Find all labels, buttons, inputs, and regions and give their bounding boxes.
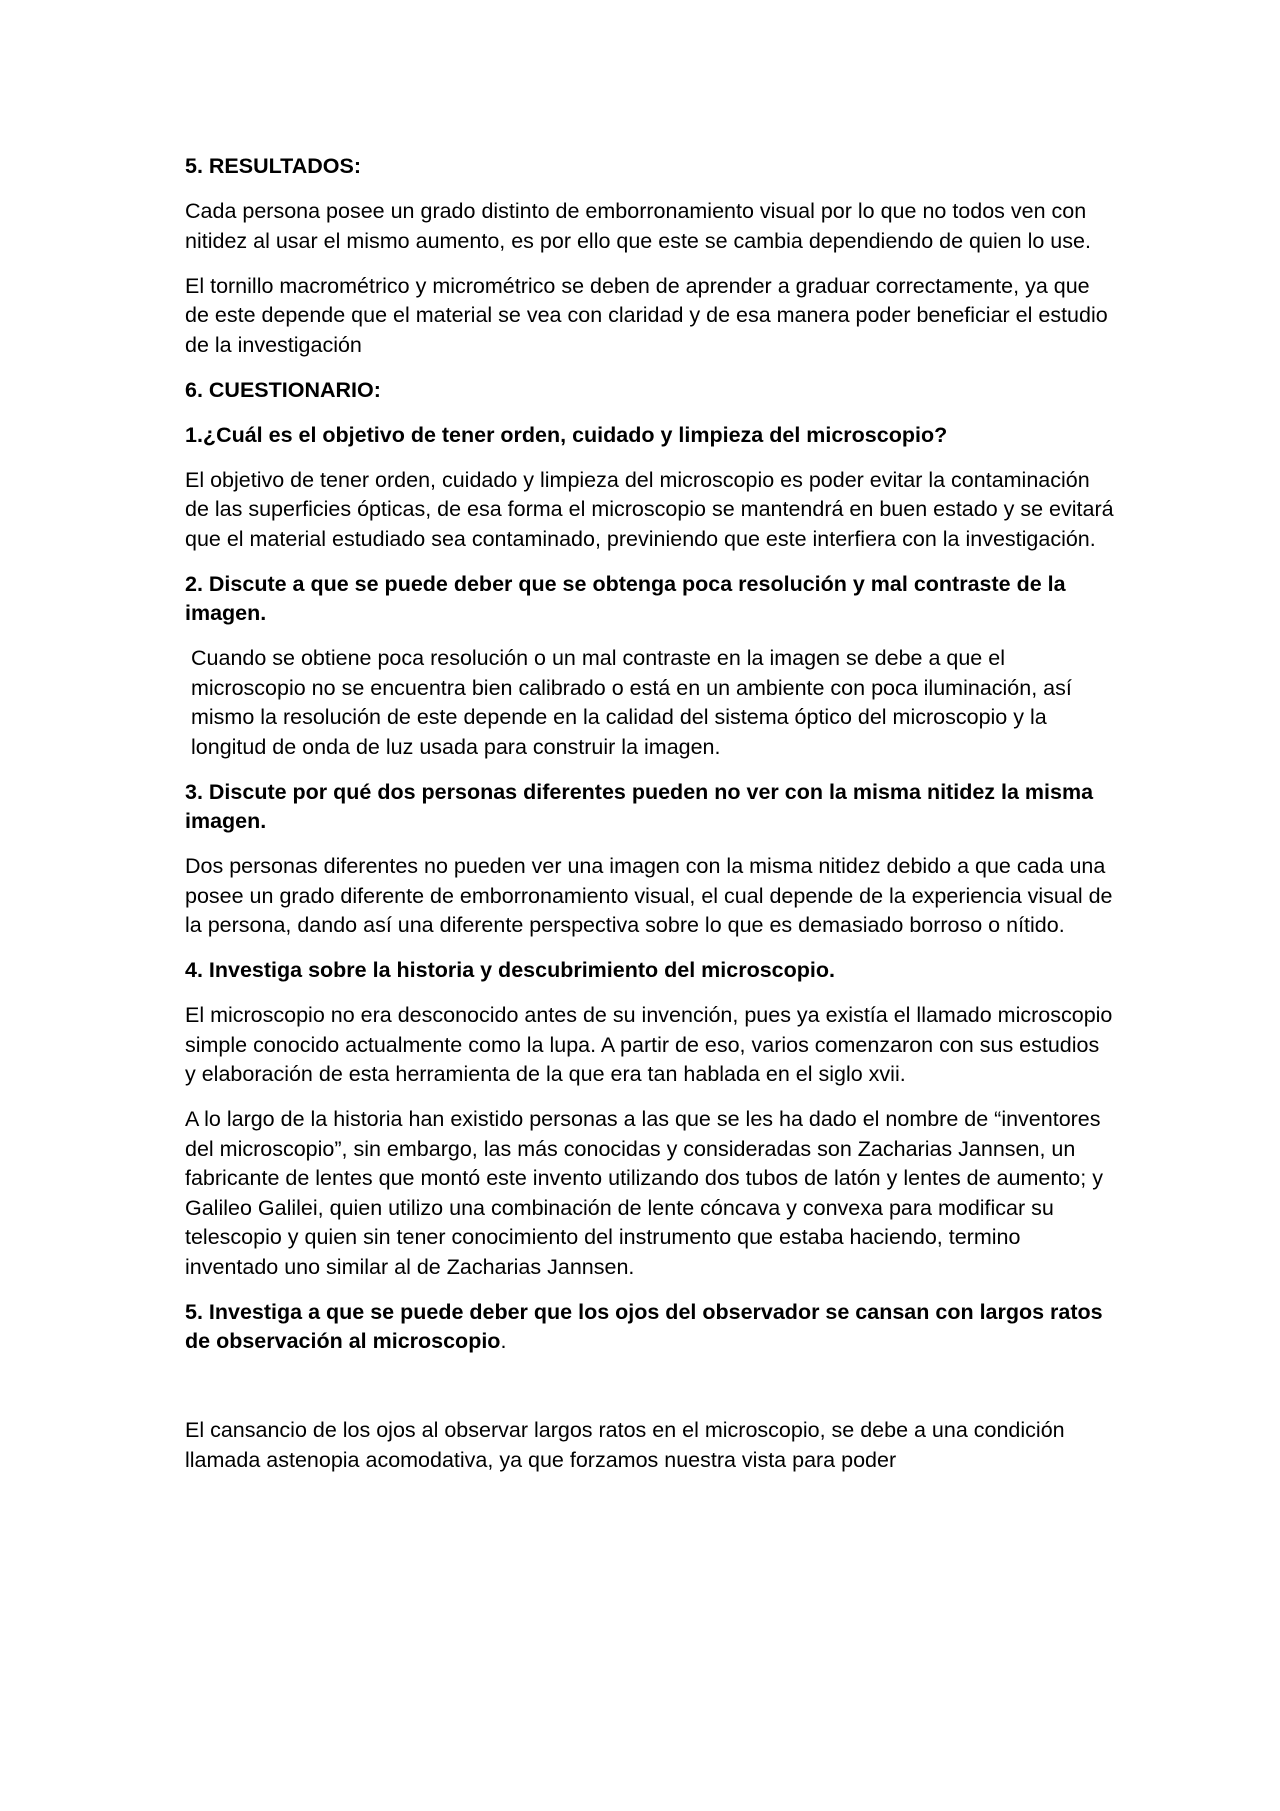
answer-1: El objetivo de tener orden, cuidado y limpieza del microscopio es poder evitar la contaminación de las superficies ópticas, de esa forma el microscopio se mantendrá en buen estado y se evitará que el material estudiado sea contaminado, previniendo que este interfiera con la investigación. [185,467,1114,551]
paragraph: El tornillo macrométrico y micrométrico se deben de aprender a graduar correctamente, ya que de este depende que el material se vea con claridad y de esa manera poder beneficiar el estudio de la investigación [185,273,1108,357]
question-5-text: 5. Investiga a que se puede deber que los ojos del observador se cansan con largos ratos de observación al microscopio [185,1299,1103,1353]
question-4: 4. Investiga sobre la historia y descubrimiento del microscopio. [185,958,835,982]
answer-3: Dos personas diferentes no pueden ver una imagen con la misma nitidez debido a que cada una posee un grado diferente de emborronamiento visual, el cual depende de la experiencia visual de la persona, dando así una diferente perspectiva sobre lo que es demasiado borroso o nítido. [185,854,1113,937]
document-content [185,152,1115,1491]
question-5-trail: . [500,1329,507,1353]
answer-4-part-1: El microscopio no era desconocido antes de su invención, pues ya existía el llamado microscopio simple conocido actualmente como la lupa. A partir de eso, varios comenzaron con sus estudios y elaboración de esta herramienta de la que era tan hablada en el siglo xvii. [185,1003,1113,1086]
section-heading-cuestionario: 6. CUESTIONARIO: [185,377,381,402]
section-heading-resultados: 5. RESULTADOS: [185,154,361,178]
question-1: 1.¿Cuál es el objetivo de tener orden, cuidado y limpieza del microscopio? [185,422,948,447]
question-3: 3. Discute por qué dos personas diferentes pueden no ver con la misma nitidez la misma imagen. [185,779,1094,833]
question-5 [185,1298,1115,1357]
answer-4-part-2: A lo largo de la historia han existido personas a las que se les ha dado el nombre de “inventores del microscopio”, sin embargo, las más conocidas y consideradas son Zacharias Jannsen, un fabricante de lentes que montó este invento utilizando dos tubos de latón y lentes de aumento; y Galileo Galilei, quien utilizo una combinación de lente cóncava y convexa para modificar su telescopio y quien sin tener conocimiento del instrumento que estaba haciendo, termino inventado uno similar al de Zacharias Jannsen. [185,1107,1103,1279]
blank-gap [185,1372,1115,1416]
answer-5: El cansancio de los ojos al observar largos ratos en el microscopio, se debe a una condición llamada astenopia acomodativa, ya que forzamos nuestra vista para poder [185,1418,1065,1472]
answer-2: Cuando se obtiene poca resolución o un mal contraste en la imagen se debe a que el microscopio no se encuentra bien calibrado o está en un ambiente con poca iluminación, así mismo la resolución de este depende en la calidad del sistema óptico del microscopio y la longitud de onda de luz usada para construir la imagen. [191,646,1072,759]
question-2: 2. Discute a que se puede deber que se obtenga poca resolución y mal contraste de la imagen. [185,571,1066,625]
paragraph: Cada persona posee un grado distinto de emborronamiento visual por lo que no todos ven con nitidez al usar el mismo aumento, es por ello que este se cambia dependiendo de quien lo use. [185,199,1091,253]
